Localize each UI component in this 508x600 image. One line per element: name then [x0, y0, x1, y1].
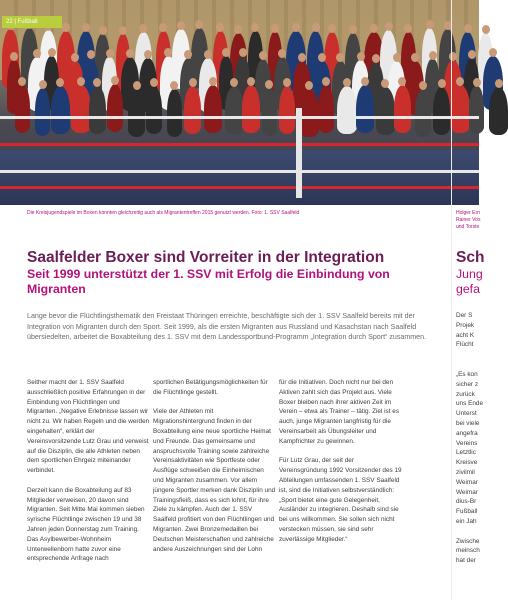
person-silhouette: [146, 86, 162, 134]
person-head: [473, 78, 481, 87]
person-head: [292, 23, 300, 32]
person-head: [449, 52, 457, 61]
person-silhouette: [15, 85, 30, 133]
person-head: [71, 53, 79, 62]
person-head: [468, 50, 476, 59]
person-head: [119, 26, 127, 35]
person-head: [349, 25, 357, 34]
person-head: [438, 79, 446, 88]
person-head: [10, 52, 18, 61]
photo-crowd: [0, 28, 479, 148]
person-head: [271, 24, 279, 33]
person-head: [411, 53, 419, 62]
person-head: [305, 81, 313, 90]
person-head: [398, 77, 406, 86]
article-column-1: [27, 378, 150, 574]
photo-caption-right: Holger Ern Rainer Vos und Torste: [456, 210, 481, 230]
paragraph: sportlichen Betätigungsmöglichkeiten für die Flüchtlinge gestellt.: [153, 379, 268, 396]
next-article-body: „Es kon sicher z zurück uns Ende Unterst bei viele angefra Vereins Letztlic Kreisve zivilmil Weimar Weimar dius-Br Fußball ein Jah Zwische meinsch hat der: [456, 371, 484, 565]
person-silhouette: [450, 85, 469, 133]
person-head: [328, 24, 336, 33]
person-silhouette: [356, 85, 373, 133]
person-head: [77, 77, 85, 86]
article-column-3: [279, 378, 402, 554]
page-tag: 22 | Fußball: [2, 16, 62, 28]
person-silhouette: [376, 87, 395, 135]
person-head: [251, 23, 259, 32]
person-head: [404, 24, 412, 33]
person-silhouette: [489, 87, 508, 135]
person-head: [204, 50, 212, 59]
person-silhouette: [184, 86, 201, 134]
person-silhouette: [469, 86, 483, 134]
person-head: [177, 21, 185, 30]
person-silhouette: [262, 88, 277, 136]
person-silhouette: [337, 86, 357, 134]
ring-rope: [0, 143, 479, 146]
article-column-2: [153, 378, 276, 564]
person-head: [370, 24, 378, 33]
person-head: [99, 26, 107, 35]
paragraph: Viele der Athleten mit Migrationshintergrund finden in der Boxabteilung eine neue sportliche Heimat und Freunde. Das gemeinsame und anspruchsvolle Training sowie zahlreiche Vereinsaktivitäten wie Sportfeste oder Ausflüge schweißen die Einheimischen und Migranten zusammen. Vor allem jüngere Sportler merken dank Disziplin und Trainingsfleiß, dass es sich lohnt, für ihre Ziele zu kämpfen. Auch der 1. SSV Saalfeld profitiert von den Flüchtlingen und Migranten. Zwei Bronzemedaillen bei Deutschen Meisterschaften und zahlreiche andere Auszeichnungen sind der Lohn: [153, 408, 276, 553]
next-article-subheadline: Jung gefa: [456, 267, 483, 296]
person-head: [195, 20, 203, 29]
article-subheadline: Seit 1999 unterstützt der 1. SSV mit Erfolg die Einbindung von Migranten: [27, 267, 390, 296]
person-head: [464, 24, 472, 33]
person-head: [419, 81, 427, 90]
ring-rope: [0, 186, 479, 189]
person-head: [126, 49, 134, 58]
person-head: [247, 77, 255, 86]
ring-post: [296, 108, 302, 198]
person-silhouette: [242, 85, 261, 133]
person-head: [62, 23, 70, 32]
person-head: [385, 22, 393, 31]
photo-ring-floor: [0, 150, 479, 205]
paragraph: Derzeit kann die Boxabteilung auf 83 Mitglieder verweisen, 20 davon sind Migranten. Seit Mitte Mai kommen sieben syrische Flüchtlinge zwischen 19 und 38 Jahren jeden Donnerstag zum Training. Das Asylbewerber-Wohnheim Unterwellenborn hatte zuvor eine entsprechende Anfrage nach: [27, 486, 145, 563]
team-photo: [0, 0, 479, 205]
person-silhouette: [35, 88, 51, 136]
person-head: [259, 51, 267, 60]
person-head: [361, 77, 369, 86]
person-head: [372, 54, 380, 63]
person-silhouette: [204, 85, 222, 133]
person-head: [426, 20, 434, 29]
person-head: [239, 48, 247, 57]
person-head: [265, 80, 273, 89]
person-head: [133, 81, 141, 90]
photo-caption: Die Kreisjugendspiele im Boxen konnten gleichzeitig auch als Migrantentreffen 2015 genutzt werden. Foto: 1. SSV Saalfeld: [27, 210, 300, 216]
person-silhouette: [433, 87, 450, 135]
person-head: [482, 25, 490, 34]
person-silhouette: [318, 85, 334, 133]
person-silhouette: [107, 84, 123, 132]
person-head: [393, 53, 401, 62]
ring-rope: [0, 170, 479, 173]
article-lead: Lange bevor die Flüchtlingsthematik den Freistaat Thüringen erreichte, beschäftigte sich der 1. SSV Saalfeld bereits mit der Integration von Migranten durch den Sport. Seit 1999, als die ersten Migranten aus Russland und Kasachstan nach Saalfeld übersiedelten, arbeitet die Boxabteilung des 1. SSV mit dem Landessportbund-Programm „Integration durch Sport“ zusammen.: [27, 312, 427, 342]
person-silhouette: [128, 89, 145, 137]
person-head: [139, 24, 147, 33]
person-silhouette: [279, 86, 295, 134]
page-gutter: [451, 0, 452, 600]
person-head: [336, 53, 344, 62]
person-silhouette: [415, 89, 431, 137]
article-headline: Saalfelder Boxer sind Vorreiter in der Integration: [27, 249, 385, 266]
person-head: [87, 50, 95, 59]
paragraph: Für Lutz Grau, der seit der Vereinsgründung 1992 Vorsitzender des 19 Abteilungen umfassenden 1. SSV Saalfeld ist, sind die Initiativen selbstverständlich: „Sport bietet eine gute Gelegenheit, Ausländer zu integrieren. Deshalb sind sie bei uns willkommen. Sie sollen sich nicht verstecken müssen, sie sind sehr zuverlässige Mitglieder.“: [279, 457, 402, 543]
person-head: [234, 25, 242, 34]
person-silhouette: [89, 86, 106, 134]
person-head: [216, 23, 224, 32]
next-article-lead: Der S Projek acht K Flücht: [456, 312, 475, 349]
paragraph: Seither macht der 1. SSV Saalfeld ausschließlich positive Erfahrungen in der Einbindung von Flüchtlingen und Migranten. „Negative Erlebnisse lassen wir nicht zu. Wir haben Regeln und die werden eingehalten“, erklärt der Vereinsvorsitzende Lutz Grau und verweist auf die Disziplin, die alle Athleten neben dem sportlichen Ehrgeiz miteinander verbindet.: [27, 379, 150, 475]
person-head: [106, 49, 114, 58]
person-head: [278, 49, 286, 58]
person-head: [312, 23, 320, 32]
person-silhouette: [394, 85, 412, 133]
person-head: [489, 48, 497, 57]
next-article-headline: Sch: [456, 249, 485, 266]
person-head: [322, 77, 330, 86]
person-silhouette: [299, 89, 319, 137]
person-silhouette: [167, 89, 182, 137]
person-silhouette: [71, 85, 90, 133]
person-head: [82, 23, 90, 32]
person-head: [357, 52, 365, 61]
person-head: [39, 80, 47, 89]
ring-rope: [0, 116, 479, 119]
person-silhouette: [51, 86, 70, 134]
person-head: [189, 78, 197, 87]
person-head: [159, 23, 167, 32]
paragraph: für die Initiativen. Doch nicht nur bei den Aktiven zahlt sich das Projekt aus. Viele Boxer bleiben nach ihrer aktiven Zeit im Verein – etwa als Trainer – tätig. Ziel ist es auch, junge Migranten langfristig für die Vereinsarbeit als Übungsleiter und Kampfrichter zu gewinnen.: [279, 379, 400, 445]
person-head: [429, 51, 437, 60]
